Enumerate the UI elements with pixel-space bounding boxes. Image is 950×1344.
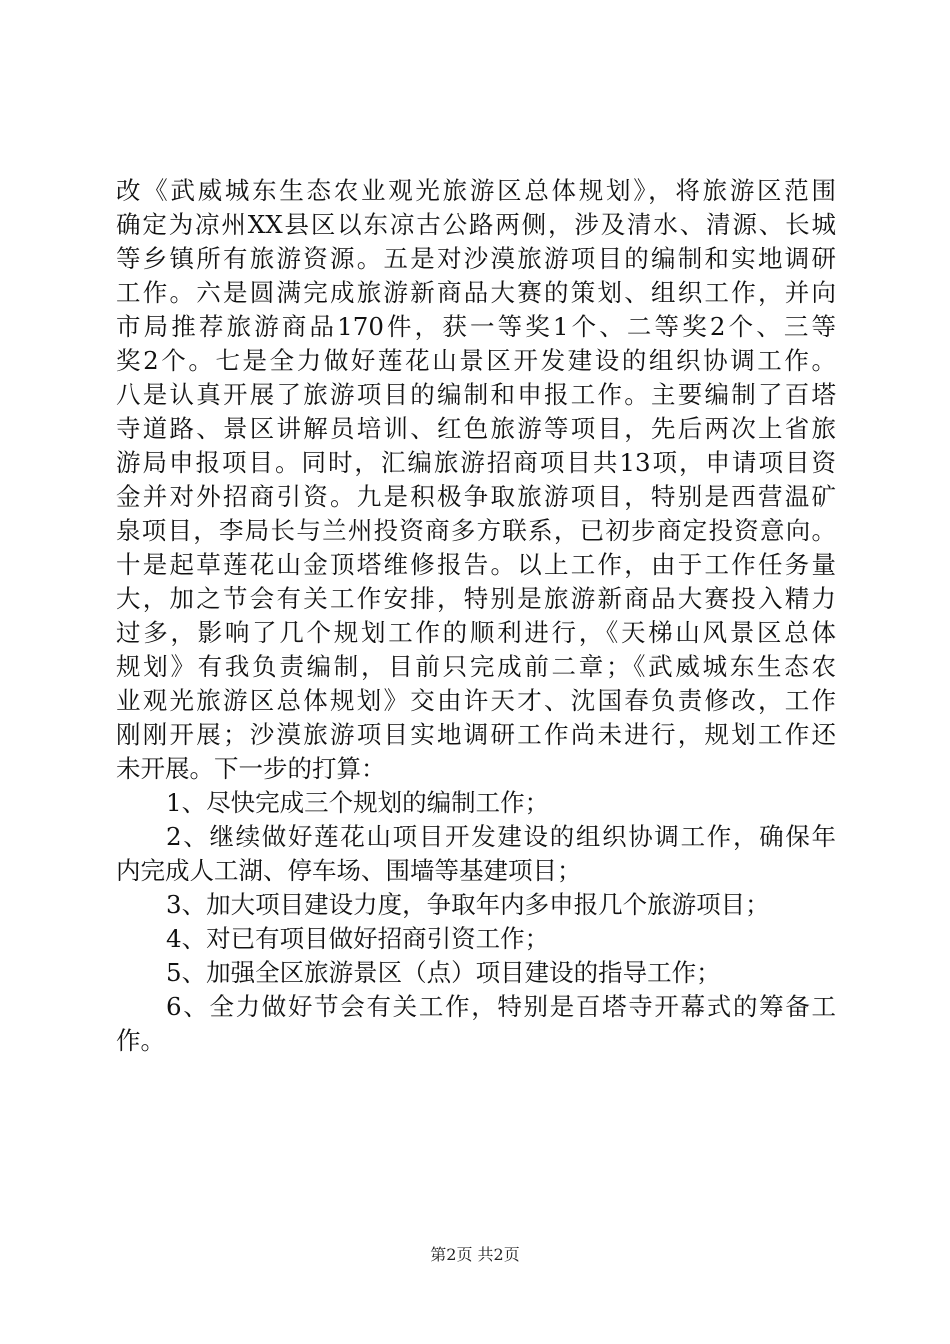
list-item: 5、加强全区旅游景区（点）项目建设的指导工作； xyxy=(166,958,721,987)
text-line: 改《武威城东生态农业观光旅游区总体规划》，将旅游区范围 xyxy=(116,176,836,205)
body-text xyxy=(116,174,836,1058)
text-line: 奖2个。七是全力做好莲花山景区开发建设的组织协调工作。 xyxy=(116,346,836,375)
text-line: 泉项目，李局长与兰州投资商多方联系，已初步商定投资意向。 xyxy=(116,516,836,545)
list-item: 6、全力做好节会有关工作，特别是百塔寺开幕式的筹备工 xyxy=(166,992,836,1021)
page-number: 第2页 共2页 xyxy=(430,1245,520,1264)
text-line: 过多，影响了几个规划工作的顺利进行，《天梯山风景区总体 xyxy=(116,618,836,647)
text-line: 寺道路、景区讲解员培训、红色旅游等项目，先后两次上省旅 xyxy=(116,414,836,443)
list-item: 1、尽快完成三个规划的编制工作； xyxy=(166,788,550,817)
list-item-continuation: 内完成人工湖、停车场、围墙等基建项目； xyxy=(116,856,582,885)
text-line: 市局推荐旅游商品170件，获一等奖1个、二等奖2个、三等 xyxy=(116,312,836,341)
text-line: 大，加之节会有关工作安排，特别是旅游新商品大赛投入精力 xyxy=(116,584,836,613)
text-line: 未开展。下一步的打算： xyxy=(116,754,386,783)
text-line: 刚刚开展；沙漠旅游项目实地调研工作尚未进行，规划工作还 xyxy=(116,720,836,749)
text-line: 规划》有我负责编制，目前只完成前二章；《武威城东生态农 xyxy=(116,652,836,681)
list-item: 2、继续做好莲花山项目开发建设的组织协调工作，确保年 xyxy=(166,822,836,851)
text-line: 十是起草莲花山金顶塔维修报告。以上工作，由于工作任务量 xyxy=(116,550,836,579)
list-item-continuation: 作。 xyxy=(116,1026,165,1055)
text-line: 工作。六是圆满完成旅游新商品大赛的策划、组织工作，并向 xyxy=(116,278,836,307)
text-line: 业观光旅游区总体规划》交由许天才、沈国春负责修改，工作 xyxy=(116,686,836,715)
list-item: 4、对已有项目做好招商引资工作； xyxy=(166,924,550,953)
text-line: 确定为凉州XX县区以东凉古公路两侧，涉及清水、清源、长城 xyxy=(116,210,836,239)
text-line: 八是认真开展了旅游项目的编制和申报工作。主要编制了百塔 xyxy=(116,380,836,409)
list-item: 3、加大项目建设力度，争取年内多申报几个旅游项目； xyxy=(166,890,770,919)
text-line: 游局申报项目。同时，汇编旅游招商项目共13项，申请项目资 xyxy=(116,448,836,477)
text-line: 等乡镇所有旅游资源。五是对沙漠旅游项目的编制和实地调研 xyxy=(116,244,836,273)
text-line: 金并对外招商引资。九是积极争取旅游项目，特别是西营温矿 xyxy=(116,482,836,511)
